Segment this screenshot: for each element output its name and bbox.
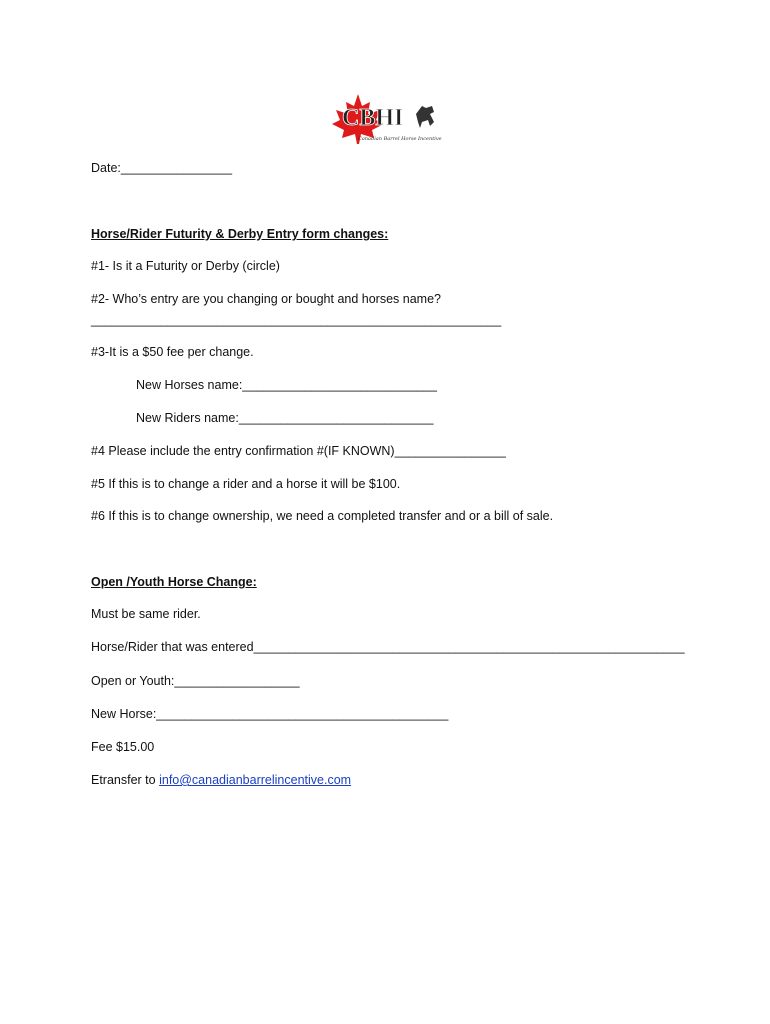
section2-heading: Open /Youth Horse Change: [91, 575, 257, 589]
item-1: #1- Is it a Futurity or Derby (circle) [91, 259, 280, 273]
new-horse-field[interactable]: New Horse:__________________________________________ [91, 707, 449, 721]
etransfer-email-link[interactable]: info@canadianbarrelincentive.com [159, 773, 352, 787]
horse-rider-entered-field[interactable]: Horse/Rider that was entered______________________________________________________________ [91, 640, 685, 654]
cbhi-logo [328, 92, 446, 144]
item-2-blank-field[interactable]: ___________________________________________________________ [91, 313, 502, 327]
new-horses-name-field[interactable]: New Horses name:____________________________ [136, 378, 437, 392]
logo-tagline: Canadian Barrel Horse Incentive [358, 136, 442, 142]
section1-heading: Horse/Rider Futurity & Derby Entry form changes: [91, 227, 389, 241]
item-4[interactable]: #4 Please include the entry confirmation #(IF KNOWN)________________ [91, 444, 506, 458]
fee-text: Fee $15.00 [91, 740, 155, 754]
item-3: #3-It is a $50 fee per change. [91, 345, 254, 359]
item-6: #6 If this is to change ownership, we need a completed transfer and or a bill of sale. [91, 509, 554, 523]
logo-text: CBHI [342, 105, 404, 131]
must-same-rider: Must be same rider. [91, 607, 201, 621]
open-or-youth-field[interactable]: Open or Youth:__________________ [91, 674, 300, 688]
item-2: #2- Who’s entry are you changing or bought and horses name? [91, 292, 441, 306]
etransfer-label: Etransfer to [91, 773, 160, 787]
date-field[interactable]: Date:________________ [91, 161, 233, 175]
etransfer-line [91, 772, 351, 788]
item-5: #5 If this is to change a rider and a horse it will be $100. [91, 477, 401, 491]
horse-silhouette-icon [416, 106, 434, 128]
new-riders-name-field[interactable]: New Riders name:____________________________ [136, 411, 434, 425]
